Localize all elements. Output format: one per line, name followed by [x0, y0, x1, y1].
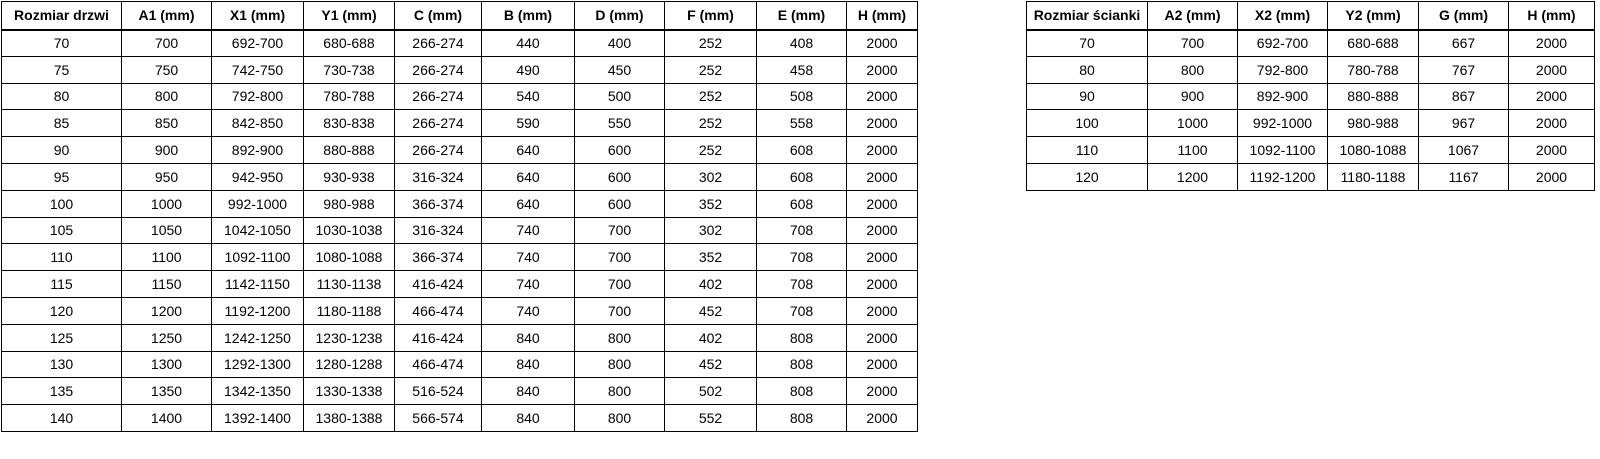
column-header: E (mm) [757, 2, 847, 30]
table-cell: 2000 [847, 297, 918, 324]
table-cell: 266-274 [395, 30, 482, 57]
table-cell: 2000 [847, 217, 918, 244]
table-cell: 1080-1088 [304, 244, 395, 271]
table-cell: 700 [575, 271, 665, 298]
table-cell: 550 [575, 110, 665, 137]
table-cell: 842-850 [212, 110, 304, 137]
table-cell: 352 [665, 190, 757, 217]
table-cell: 400 [575, 30, 665, 57]
table-cell: 100 [1027, 110, 1148, 137]
table-cell: 95 [2, 163, 122, 190]
table-row [2, 351, 918, 378]
table-cell: 1192-1200 [212, 297, 304, 324]
table-cell: 2000 [847, 244, 918, 271]
table-cell: 1230-1238 [304, 324, 395, 351]
table-cell: 892-900 [1238, 83, 1328, 110]
table-row [2, 30, 918, 57]
table-cell: 708 [757, 297, 847, 324]
table-cell: 458 [757, 56, 847, 83]
table-cell: 502 [665, 378, 757, 405]
table-cell: 252 [665, 30, 757, 57]
table-cell: 552 [665, 405, 757, 432]
door-dimensions-table [1, 1, 918, 432]
table-row [2, 110, 918, 137]
table-cell: 120 [2, 297, 122, 324]
table-cell: 692-700 [212, 30, 304, 57]
table-cell: 452 [665, 351, 757, 378]
table-cell: 266-274 [395, 56, 482, 83]
table-cell: 700 [122, 30, 212, 57]
table-cell: 2000 [1509, 30, 1595, 57]
table-cell: 800 [1148, 56, 1238, 83]
column-header: Y2 (mm) [1328, 2, 1419, 30]
table-cell: 252 [665, 56, 757, 83]
table-cell: 640 [482, 163, 575, 190]
door-table-header [2, 2, 918, 30]
table-cell: 600 [575, 137, 665, 164]
column-header: D (mm) [575, 2, 665, 30]
table-cell: 70 [2, 30, 122, 57]
table-row [2, 297, 918, 324]
table-cell: 540 [482, 83, 575, 110]
table-cell: 1080-1088 [1328, 137, 1419, 164]
table-row [2, 378, 918, 405]
column-header: B (mm) [482, 2, 575, 30]
wall-table-header [1027, 2, 1595, 30]
table-cell: 100 [2, 190, 122, 217]
table-cell: 808 [757, 351, 847, 378]
table-cell: 566-574 [395, 405, 482, 432]
table-cell: 1030-1038 [304, 217, 395, 244]
header-row [2, 2, 918, 30]
table-cell: 2000 [847, 190, 918, 217]
table-cell: 750 [122, 56, 212, 83]
table-cell: 2000 [847, 110, 918, 137]
table-cell: 800 [575, 351, 665, 378]
column-header: Rozmiar drzwi [2, 2, 122, 30]
column-header: Rozmiar ścianki [1027, 2, 1148, 30]
table-cell: 402 [665, 271, 757, 298]
table-cell: 708 [757, 217, 847, 244]
table-cell: 930-938 [304, 163, 395, 190]
table-cell: 792-800 [212, 83, 304, 110]
column-header: F (mm) [665, 2, 757, 30]
table-cell: 692-700 [1238, 30, 1328, 57]
table-row [2, 83, 918, 110]
table-cell: 1067 [1419, 137, 1509, 164]
table-cell: 450 [575, 56, 665, 83]
table-cell: 1400 [122, 405, 212, 432]
table-cell: 980-988 [304, 190, 395, 217]
table-cell: 992-1000 [1238, 110, 1328, 137]
table-cell: 867 [1419, 83, 1509, 110]
table-cell: 800 [575, 378, 665, 405]
table-cell: 266-274 [395, 110, 482, 137]
table-cell: 1100 [122, 244, 212, 271]
table-cell: 830-838 [304, 110, 395, 137]
table-cell: 840 [482, 378, 575, 405]
table-cell: 1350 [122, 378, 212, 405]
table-cell: 967 [1419, 110, 1509, 137]
table-cell: 1092-1100 [212, 244, 304, 271]
table-cell: 408 [757, 30, 847, 57]
table-cell: 516-524 [395, 378, 482, 405]
wall-dimensions-table [1026, 1, 1595, 191]
table-cell: 110 [2, 244, 122, 271]
table-cell: 892-900 [212, 137, 304, 164]
table-cell: 680-688 [304, 30, 395, 57]
table-cell: 767 [1419, 56, 1509, 83]
table-cell: 942-950 [212, 163, 304, 190]
table-cell: 1250 [122, 324, 212, 351]
table-cell: 440 [482, 30, 575, 57]
table-cell: 2000 [847, 271, 918, 298]
table-cell: 992-1000 [212, 190, 304, 217]
table-cell: 740 [482, 217, 575, 244]
table-cell: 266-274 [395, 137, 482, 164]
column-header: A1 (mm) [122, 2, 212, 30]
table-row [1027, 110, 1595, 137]
table-cell: 900 [1148, 83, 1238, 110]
table-cell: 2000 [847, 30, 918, 57]
table-cell: 75 [2, 56, 122, 83]
table-cell: 640 [482, 190, 575, 217]
door-table-body [2, 30, 918, 432]
table-cell: 105 [2, 217, 122, 244]
table-cell: 667 [1419, 30, 1509, 57]
table-cell: 730-738 [304, 56, 395, 83]
table-cell: 700 [575, 217, 665, 244]
table-cell: 1292-1300 [212, 351, 304, 378]
table-cell: 1300 [122, 351, 212, 378]
table-cell: 80 [1027, 56, 1148, 83]
table-cell: 2000 [1509, 163, 1595, 190]
table-row [2, 324, 918, 351]
table-cell: 316-324 [395, 163, 482, 190]
table-cell: 352 [665, 244, 757, 271]
table-row [2, 244, 918, 271]
table-cell: 558 [757, 110, 847, 137]
table-cell: 980-988 [1328, 110, 1419, 137]
table-cell: 1142-1150 [212, 271, 304, 298]
table-cell: 2000 [1509, 83, 1595, 110]
table-cell: 508 [757, 83, 847, 110]
table-cell: 500 [575, 83, 665, 110]
table-cell: 608 [757, 190, 847, 217]
table-cell: 1180-1188 [1328, 163, 1419, 190]
table-cell: 266-274 [395, 83, 482, 110]
table-cell: 135 [2, 378, 122, 405]
table-cell: 1200 [1148, 163, 1238, 190]
table-cell: 1167 [1419, 163, 1509, 190]
table-cell: 85 [2, 110, 122, 137]
table-cell: 840 [482, 405, 575, 432]
table-cell: 800 [575, 405, 665, 432]
table-cell: 740 [482, 244, 575, 271]
table-cell: 742-750 [212, 56, 304, 83]
table-cell: 120 [1027, 163, 1148, 190]
table-cell: 840 [482, 351, 575, 378]
table-cell: 90 [2, 137, 122, 164]
table-cell: 452 [665, 297, 757, 324]
table-cell: 316-324 [395, 217, 482, 244]
table-cell: 808 [757, 378, 847, 405]
table-cell: 2000 [847, 324, 918, 351]
table-row [1027, 163, 1595, 190]
column-header: Y1 (mm) [304, 2, 395, 30]
table-cell: 1000 [122, 190, 212, 217]
table-cell: 2000 [1509, 110, 1595, 137]
table-cell: 252 [665, 83, 757, 110]
table-cell: 366-374 [395, 190, 482, 217]
table-cell: 466-474 [395, 351, 482, 378]
column-header: C (mm) [395, 2, 482, 30]
table-cell: 880-888 [304, 137, 395, 164]
table-cell: 850 [122, 110, 212, 137]
table-row [2, 217, 918, 244]
table-cell: 1130-1138 [304, 271, 395, 298]
table-cell: 1180-1188 [304, 297, 395, 324]
table-cell: 1050 [122, 217, 212, 244]
table-cell: 608 [757, 137, 847, 164]
table-cell: 302 [665, 163, 757, 190]
table-cell: 1000 [1148, 110, 1238, 137]
table-cell: 808 [757, 324, 847, 351]
table-cell: 2000 [847, 163, 918, 190]
table-cell: 2000 [847, 405, 918, 432]
table-cell: 130 [2, 351, 122, 378]
table-cell: 1380-1388 [304, 405, 395, 432]
table-cell: 700 [1148, 30, 1238, 57]
column-header: X2 (mm) [1238, 2, 1328, 30]
table-row [2, 137, 918, 164]
table-cell: 2000 [847, 378, 918, 405]
column-header: H (mm) [847, 2, 918, 30]
table-row [1027, 137, 1595, 164]
table-cell: 840 [482, 324, 575, 351]
table-cell: 1342-1350 [212, 378, 304, 405]
table-cell: 700 [575, 244, 665, 271]
wall-table-body [1027, 30, 1595, 191]
table-cell: 740 [482, 271, 575, 298]
table-cell: 2000 [1509, 137, 1595, 164]
column-header: A2 (mm) [1148, 2, 1238, 30]
table-cell: 2000 [847, 351, 918, 378]
table-row [1027, 83, 1595, 110]
table-row [2, 190, 918, 217]
table-cell: 1100 [1148, 137, 1238, 164]
table-cell: 800 [122, 83, 212, 110]
table-cell: 1392-1400 [212, 405, 304, 432]
table-row [1027, 30, 1595, 57]
table-cell: 1092-1100 [1238, 137, 1328, 164]
table-cell: 680-688 [1328, 30, 1419, 57]
table-cell: 608 [757, 163, 847, 190]
table-cell: 700 [575, 297, 665, 324]
table-row [2, 271, 918, 298]
column-header: X1 (mm) [212, 2, 304, 30]
table-row [2, 405, 918, 432]
table-cell: 1330-1338 [304, 378, 395, 405]
table-cell: 302 [665, 217, 757, 244]
header-row [1027, 2, 1595, 30]
table-cell: 70 [1027, 30, 1148, 57]
table-cell: 1192-1200 [1238, 163, 1328, 190]
table-cell: 780-788 [1328, 56, 1419, 83]
table-cell: 125 [2, 324, 122, 351]
table-cell: 590 [482, 110, 575, 137]
table-cell: 708 [757, 244, 847, 271]
table-cell: 466-474 [395, 297, 482, 324]
table-cell: 780-788 [304, 83, 395, 110]
table-row [1027, 56, 1595, 83]
table-cell: 490 [482, 56, 575, 83]
table-cell: 1150 [122, 271, 212, 298]
column-header: G (mm) [1419, 2, 1509, 30]
table-cell: 2000 [847, 56, 918, 83]
table-cell: 140 [2, 405, 122, 432]
table-cell: 90 [1027, 83, 1148, 110]
table-cell: 800 [575, 324, 665, 351]
table-cell: 115 [2, 271, 122, 298]
table-cell: 1200 [122, 297, 212, 324]
table-cell: 808 [757, 405, 847, 432]
table-cell: 110 [1027, 137, 1148, 164]
table-cell: 640 [482, 137, 575, 164]
table-cell: 416-424 [395, 324, 482, 351]
table-cell: 600 [575, 190, 665, 217]
table-cell: 900 [122, 137, 212, 164]
table-cell: 1042-1050 [212, 217, 304, 244]
table-cell: 402 [665, 324, 757, 351]
table-row [2, 56, 918, 83]
table-cell: 792-800 [1238, 56, 1328, 83]
table-cell: 600 [575, 163, 665, 190]
table-cell: 880-888 [1328, 83, 1419, 110]
table-cell: 740 [482, 297, 575, 324]
column-header: H (mm) [1509, 2, 1595, 30]
table-cell: 366-374 [395, 244, 482, 271]
table-cell: 1242-1250 [212, 324, 304, 351]
table-cell: 2000 [1509, 56, 1595, 83]
table-cell: 252 [665, 137, 757, 164]
table-cell: 2000 [847, 83, 918, 110]
table-cell: 80 [2, 83, 122, 110]
table-cell: 708 [757, 271, 847, 298]
table-cell: 2000 [847, 137, 918, 164]
table-cell: 252 [665, 110, 757, 137]
table-cell: 950 [122, 163, 212, 190]
table-cell: 1280-1288 [304, 351, 395, 378]
table-cell: 416-424 [395, 271, 482, 298]
table-row [2, 163, 918, 190]
